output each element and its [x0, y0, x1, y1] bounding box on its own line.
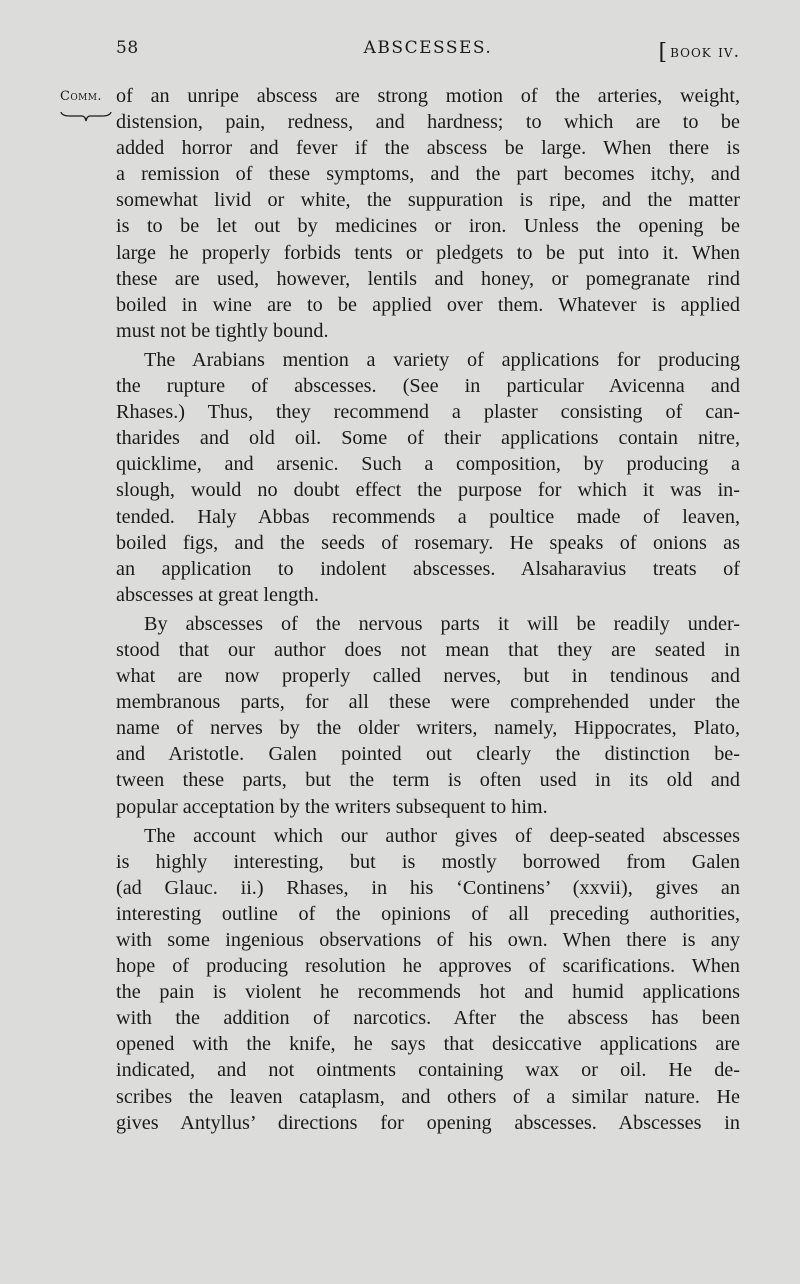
text-line: somewhat livid or white, the suppuration is ripe, and the matter — [116, 189, 740, 212]
text-line: tween these parts, but the term is often used in its old and — [116, 769, 740, 792]
text-line: is to be let out by medicines or iron. Unless the opening be — [116, 215, 740, 238]
text-line: quicklime, and arsenic. Such a composition, by producing a — [116, 453, 740, 476]
text-line: added horror and fever if the abscess be large. When there is — [116, 137, 740, 160]
text-line: interesting outline of the opinions of all preceding authorities, — [116, 902, 740, 925]
text-line: tended. Haly Abbas recommends a poultice made of leaven, — [116, 505, 740, 528]
text-line: abscesses at great length. — [116, 583, 319, 606]
text-line: with the addition of narcotics. After the abscess has been — [116, 1007, 740, 1030]
text-line: hope of producing resolution he approves of scarifications. When — [116, 955, 740, 978]
text-line: what are now properly called nerves, but in tendinous and — [116, 665, 740, 688]
brace-icon — [60, 108, 112, 124]
text-line: the pain is violent he recommends hot and humid applications — [116, 981, 740, 1004]
text-line: large he properly forbids tents or pledgets to be put into it. When — [116, 241, 740, 264]
book-label: book iv. — [670, 42, 740, 62]
text-line: By abscesses of the nervous parts it will be readily under- — [144, 612, 740, 635]
paragraph — [116, 347, 740, 608]
text-line: stood that our author does not mean that they are seated in — [116, 638, 740, 661]
paragraph — [116, 83, 740, 344]
text-line: boiled in wine are to be applied over them. Whatever is applied — [116, 293, 740, 316]
page-number: 58 — [116, 38, 139, 58]
running-header — [116, 38, 740, 64]
text-line: must not be tightly bound. — [116, 319, 329, 342]
text-line: the rupture of abscesses. (See in particular Avicenna and — [116, 375, 740, 398]
text-line: with some ingenious observations of his own. When there is any — [116, 929, 740, 951]
text-line: Rhases.) Thus, they recommend a plaster consisting of can- — [116, 401, 740, 424]
text-line: an application to indolent abscesses. Alsaharavius treats of — [116, 557, 740, 580]
book-bracket: [ — [658, 40, 669, 65]
paragraph — [116, 611, 740, 820]
text-line: membranous parts, for all these were comprehended under the — [116, 691, 740, 714]
text-line: The Arabians mention a variety of applications for producing — [144, 348, 740, 371]
text-line: boiled figs, and the seeds of rosemary. He speaks of onions as — [116, 531, 740, 554]
text-line: and Aristotle. Galen pointed out clearly the distinction be- — [116, 743, 740, 766]
text-line: of an unripe abscess are strong motion of the arteries, weight, — [116, 85, 740, 107]
text-line: gives Antyllus’ directions for opening abscesses. Abscesses in — [116, 1111, 740, 1134]
text-line: name of nerves by the older writers, namely, Hippocrates, Plato, — [116, 717, 740, 740]
text-line: popular acceptation by the writers subsequent to him. — [116, 795, 548, 818]
text-line: opened with the knife, he says that desiccative applications are — [116, 1033, 740, 1056]
text-line: distension, pain, redness, and hardness; to which are to be — [116, 111, 740, 134]
book-reference — [659, 38, 741, 63]
text-line: tharides and old oil. Some of their applications contain nitre, — [116, 427, 740, 450]
text-line: a remission of these symptoms, and the part becomes itchy, and — [116, 163, 740, 186]
text-line: slough, would no doubt effect the purpose for which it was in- — [116, 479, 740, 502]
text-line: (ad Glauc. ii.) Rhases, in his ‘Continens’ (xxvii), gives an — [116, 876, 740, 899]
body-text — [116, 83, 740, 1136]
text-line: scribes the leaven cataplasm, and others of a similar nature. He — [116, 1085, 740, 1108]
text-line: indicated, and not ointments containing wax or oil. He de- — [116, 1059, 740, 1082]
running-title: ABSCESSES. — [363, 38, 493, 58]
text-line: The account which our author gives of deep-seated abscesses — [144, 824, 740, 847]
text-line: is highly interesting, but is mostly borrowed from Galen — [116, 850, 740, 873]
margin-note-commentary: Comm. — [60, 89, 102, 104]
text-line: these are used, however, lentils and honey, or pomegranate rind — [116, 267, 740, 290]
paragraph — [116, 823, 740, 1136]
